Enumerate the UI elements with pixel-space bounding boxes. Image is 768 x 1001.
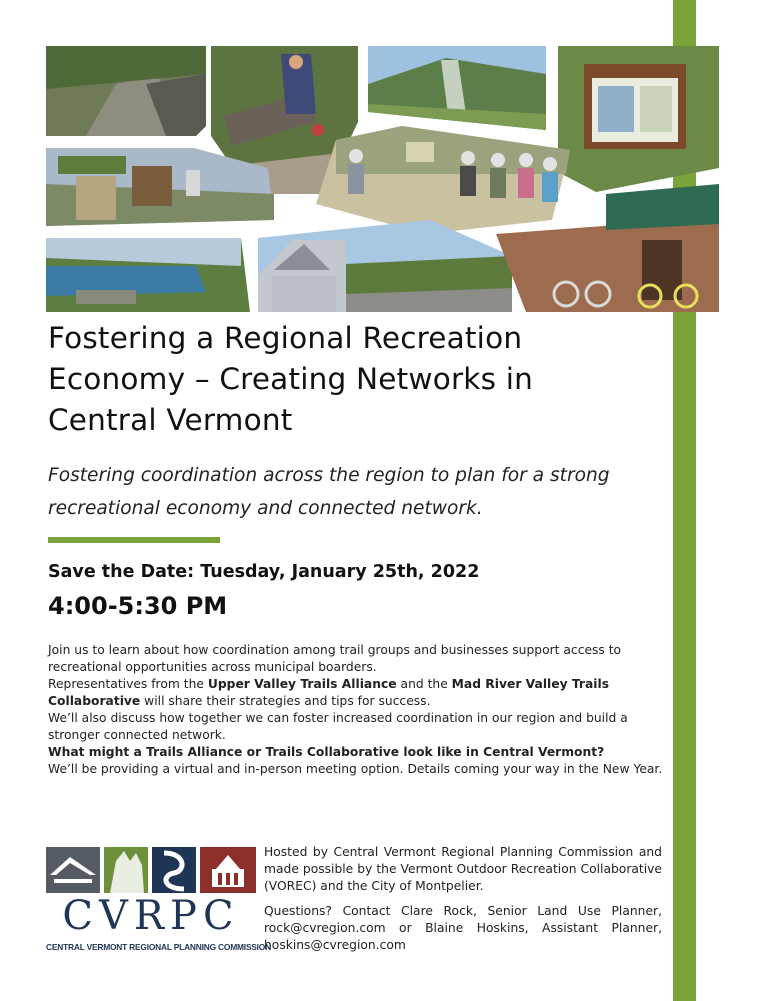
description-question: What might a Trails Alliance or Trails Collaborative look like in Central Vermont? xyxy=(48,745,605,759)
logo-letters: CVRPC xyxy=(62,893,240,939)
hosted-by-text: Hosted by Central Vermont Regional Planning Commission and made possible by the Vermont Outdoor Recreation Collaborative (VOREC) and the City of Montpelier. xyxy=(264,845,662,893)
logo-graphic xyxy=(46,845,256,895)
ski-mountain-photo xyxy=(368,46,546,130)
page-title: Fostering a Regional Recreation Economy – Creating Networks in Central Vermont xyxy=(48,321,534,437)
description-paragraph-1: Join us to learn about how coordination among trail groups and businesses support access to recreational opportunities across municipal boarders. xyxy=(48,643,622,674)
text-run: will share their strategies and tips for success. xyxy=(140,694,431,708)
contact-text: Questions? Contact Clare Rock, Senior Land Use Planner, rock@cvregion.com or Blaine Hoskins, Assistant Planner, hoskins@cvregion.com xyxy=(264,904,662,952)
cvrpc-logo xyxy=(46,845,271,955)
lake-photo xyxy=(46,238,250,312)
event-description xyxy=(48,642,670,778)
page-subtitle: Fostering coordination across the region to plan for a strong recreational economy and connected network. xyxy=(48,465,610,519)
village-house-photo xyxy=(258,220,512,312)
description-paragraph-2 xyxy=(48,676,670,710)
hosted-by-section xyxy=(264,844,662,962)
org-mad-river: Mad River Valley Trails Collaborative xyxy=(48,677,610,708)
stone-trail-photo xyxy=(46,46,206,136)
cyclists-group-photo xyxy=(316,126,570,234)
photo-collage xyxy=(46,44,719,314)
save-the-date: Save the Date: Tuesday, January 25th, 2022 xyxy=(48,562,480,582)
event-time: 4:00-5:30 PM xyxy=(48,592,228,620)
description-paragraph-3: We’ll also discuss how together we can foster increased coordination in our region and build a stronger connected network. xyxy=(48,711,628,742)
description-paragraph-5: We’ll be providing a virtual and in-person meeting option. Details coming your way in the New Year. xyxy=(48,762,663,776)
text-run: Representatives from the xyxy=(48,677,208,691)
trail-map-kiosk-photo xyxy=(558,46,719,192)
text-run: and the xyxy=(396,677,452,691)
logo-org-name: CENTRAL VERMONT REGIONAL PLANNING COMMISSION xyxy=(46,942,271,952)
org-upper-valley: Upper Valley Trails Alliance xyxy=(207,677,397,691)
green-divider xyxy=(48,537,220,543)
